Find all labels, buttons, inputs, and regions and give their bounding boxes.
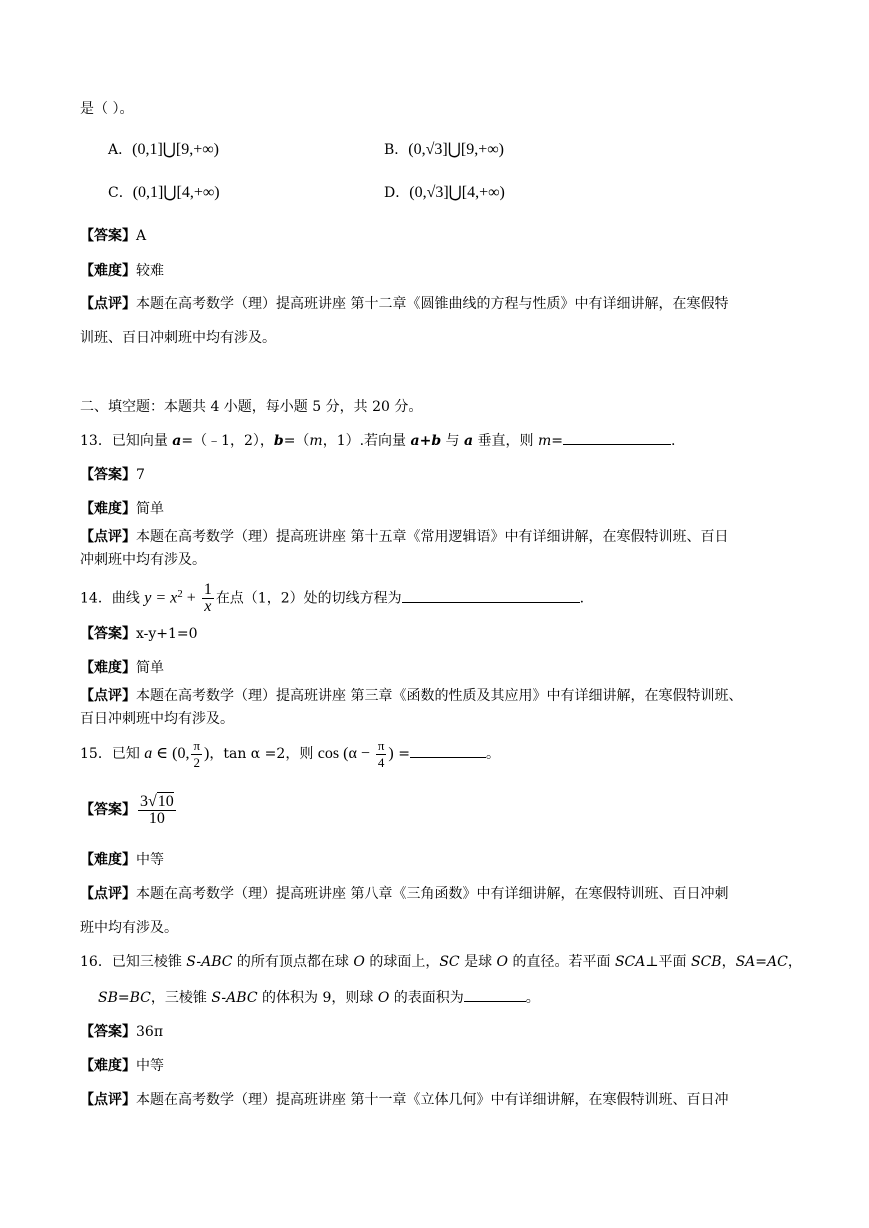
q13-text: =（ xyxy=(283,433,310,449)
q14-difficulty xyxy=(80,659,164,677)
q12-stem-tail: 是（ ）。 xyxy=(80,101,134,117)
q15-difficulty xyxy=(80,851,164,869)
denominator: 4 xyxy=(377,754,385,770)
numerator: 3√10 xyxy=(140,792,174,810)
q16-text: ， xyxy=(721,954,736,970)
q14-text: . xyxy=(579,590,585,607)
q15-text: ，tan α =2，则 xyxy=(209,746,318,762)
numerator: 1 xyxy=(203,581,212,599)
comment-label: 【点评】 xyxy=(80,1092,136,1108)
var-y: y xyxy=(144,589,152,607)
q12-option-a xyxy=(108,140,219,160)
difficulty-value: 中等 xyxy=(136,1058,164,1074)
q16-text: 。 xyxy=(525,990,540,1006)
q16-text: 的所有顶点都在球 xyxy=(232,954,354,970)
var-sc: SC xyxy=(439,954,460,970)
answer-label: 【答案】 xyxy=(80,467,136,483)
q16-comment xyxy=(80,1091,728,1109)
vector-b: b xyxy=(273,433,284,449)
section-heading: 二、填空题：本题共 4 小题，每小题 5 分，共 20 分。 xyxy=(80,399,423,415)
option-value: (0,1]⋃[9,+∞) xyxy=(132,141,219,158)
var-m: m xyxy=(538,433,552,449)
difficulty-label: 【难度】 xyxy=(80,263,136,279)
denominator: 10 xyxy=(148,809,165,827)
comment-label: 【点评】 xyxy=(80,688,136,704)
q15-answer xyxy=(80,790,178,830)
coefficient: 3 xyxy=(140,792,148,810)
option-value: (0,1]⋃[4,+∞) xyxy=(132,184,220,201)
var-o: O xyxy=(353,954,365,970)
q12-answer xyxy=(80,227,146,245)
q13-text: . xyxy=(671,433,676,449)
option-value: (0,√3]⋃[9,+∞) xyxy=(408,141,504,158)
q12-option-d xyxy=(384,183,505,203)
answer-value: A xyxy=(136,228,147,244)
comment-text: 本题在高考数学（理）提高班讲座 第八章《三角函数》中有详细讲解，在寒假特训班、百日冲刺 xyxy=(136,886,729,902)
fraction-pi-over-2 xyxy=(191,738,202,771)
q13-answer xyxy=(80,466,145,484)
q16-text: 的球面上， xyxy=(364,954,440,970)
paren-open: (α − xyxy=(339,745,374,762)
denominator: 2 xyxy=(193,754,200,770)
answer-value: 7 xyxy=(136,467,145,483)
plus-sign: + xyxy=(182,589,200,607)
answer-label: 【答案】 xyxy=(80,626,136,642)
answer-blank xyxy=(402,589,580,603)
var-sa-ac: SA=AC xyxy=(735,954,788,970)
q15-text: 15．已知 xyxy=(80,746,145,762)
answer-value: 36π xyxy=(136,1024,164,1040)
answer-label: 【答案】 xyxy=(80,1024,136,1040)
q16-text: 的表面积为 xyxy=(389,990,464,1006)
var-sb-bc: SB=BC xyxy=(98,990,151,1006)
difficulty-value: 较难 xyxy=(136,263,164,279)
q12-comment-cont: 训班、百日冲刺班中均有涉及。 xyxy=(80,330,276,346)
q16-text: 是球 xyxy=(459,954,497,970)
q13-text: =（﹣1，2）， xyxy=(181,433,274,449)
comment-label: 【点评】 xyxy=(80,296,136,312)
var-a: a xyxy=(144,745,153,762)
q12-comment xyxy=(80,295,728,313)
difficulty-label: 【难度】 xyxy=(80,1058,136,1074)
vector-a: a xyxy=(464,433,474,449)
answer-value: x-y+1=0 xyxy=(136,626,198,642)
answer-label: 【答案】 xyxy=(80,228,136,244)
fraction-1-over-x xyxy=(202,582,214,615)
option-label: A． xyxy=(108,142,133,158)
var-scb: SCB xyxy=(690,954,722,970)
answer-label: 【答案】 xyxy=(80,802,136,818)
comment-label: 【点评】 xyxy=(80,529,136,545)
q16-text: ，三棱锥 xyxy=(150,990,212,1006)
difficulty-value: 简单 xyxy=(136,660,164,676)
q16-text: 16．已知三棱锥 xyxy=(80,954,187,970)
q13-text: 13．已知向量 xyxy=(80,433,173,449)
answer-blank xyxy=(563,431,671,445)
answer-fraction xyxy=(138,794,176,827)
q16-answer xyxy=(80,1023,163,1041)
q15-comment-cont: 班中均有涉及。 xyxy=(80,920,178,936)
q14-comment xyxy=(80,687,742,705)
comment-text: 本题在高考数学（理）提高班讲座 第十二章《圆锥曲线的方程与性质》中有详细讲解，在寒假特 xyxy=(136,296,729,312)
var-o: O xyxy=(496,954,509,970)
vector-sum: a+b xyxy=(410,433,442,449)
q15-comment xyxy=(80,885,728,903)
interval-open: ∈ (0, xyxy=(152,745,190,762)
q13-text: 与 xyxy=(441,433,465,449)
q15-stem xyxy=(80,737,500,771)
comment-text: 本题在高考数学（理）提高班讲座 第三章《函数的性质及其应用》中有详细讲解，在寒假特训班、 xyxy=(136,688,743,704)
difficulty-value: 简单 xyxy=(136,501,164,517)
comment-label: 【点评】 xyxy=(80,886,136,902)
q13-difficulty xyxy=(80,500,164,518)
q16-stem xyxy=(80,953,802,971)
answer-blank xyxy=(410,744,486,758)
var-m: m xyxy=(309,433,323,449)
comment-text: 本题在高考数学（理）提高班讲座 第十五章《常用逻辑语》中有详细讲解，在寒假特训班、百日 xyxy=(136,529,729,545)
q16-text: 的体积为 9，则球 xyxy=(257,990,378,1006)
q16-text: ， xyxy=(787,954,802,970)
answer-blank xyxy=(464,988,526,1002)
option-value: (0,√3]⋃[4,+∞) xyxy=(409,184,505,201)
q14-text: 14．曲线 xyxy=(80,590,145,607)
cos-fn: cos xyxy=(317,745,340,762)
difficulty-label: 【难度】 xyxy=(80,852,136,868)
q15-text: = xyxy=(393,746,410,762)
difficulty-label: 【难度】 xyxy=(80,660,136,676)
q13-comment xyxy=(80,528,728,546)
var-o: O xyxy=(377,990,390,1006)
option-label: B． xyxy=(384,142,409,158)
q12-option-b xyxy=(384,140,504,160)
q14-comment-cont: 百日冲刺班中均有涉及。 xyxy=(80,711,234,727)
comment-text: 本题在高考数学（理）提高班讲座 第十一章《立体几何》中有详细讲解，在寒假特训班、百日冲 xyxy=(136,1092,729,1108)
q16-difficulty xyxy=(80,1057,164,1075)
q15-text: 。 xyxy=(485,746,500,762)
numerator: π xyxy=(377,737,385,753)
q13-stem xyxy=(80,431,675,450)
q14-answer xyxy=(80,625,198,643)
option-label: C． xyxy=(108,185,133,201)
fraction-pi-over-4 xyxy=(376,738,387,771)
q12-difficulty xyxy=(80,262,164,280)
radicand: 10 xyxy=(157,792,174,810)
var-sabc: S-ABC xyxy=(211,990,258,1006)
q13-text: 垂直，则 xyxy=(473,433,538,449)
q14-stem xyxy=(80,577,584,616)
q13-text: = xyxy=(551,433,564,449)
difficulty-label: 【难度】 xyxy=(80,501,136,517)
q16-text: ⊥平面 xyxy=(645,954,691,970)
q13-text: ，1）.若向量 xyxy=(322,433,411,449)
q16-stem-cont xyxy=(98,988,540,1007)
option-label: D． xyxy=(384,185,410,201)
var-sca: SCA xyxy=(614,954,646,970)
interval-close: ) xyxy=(204,745,210,762)
q14-text: 在点（1，2）处的切线方程为 xyxy=(215,590,402,607)
var-x: = x xyxy=(151,589,178,607)
numerator: π xyxy=(193,737,201,753)
q13-comment-cont: 冲刺班中均有涉及。 xyxy=(80,552,206,568)
var-sabc: S-ABC xyxy=(186,954,233,970)
paren-close: ) xyxy=(388,745,394,762)
exponent: 2 xyxy=(177,588,183,600)
difficulty-value: 中等 xyxy=(136,852,164,868)
q16-text: 的直径。若平面 xyxy=(508,954,615,970)
vector-a: a xyxy=(172,433,182,449)
q12-option-c xyxy=(108,183,220,203)
denominator: x xyxy=(204,598,212,616)
